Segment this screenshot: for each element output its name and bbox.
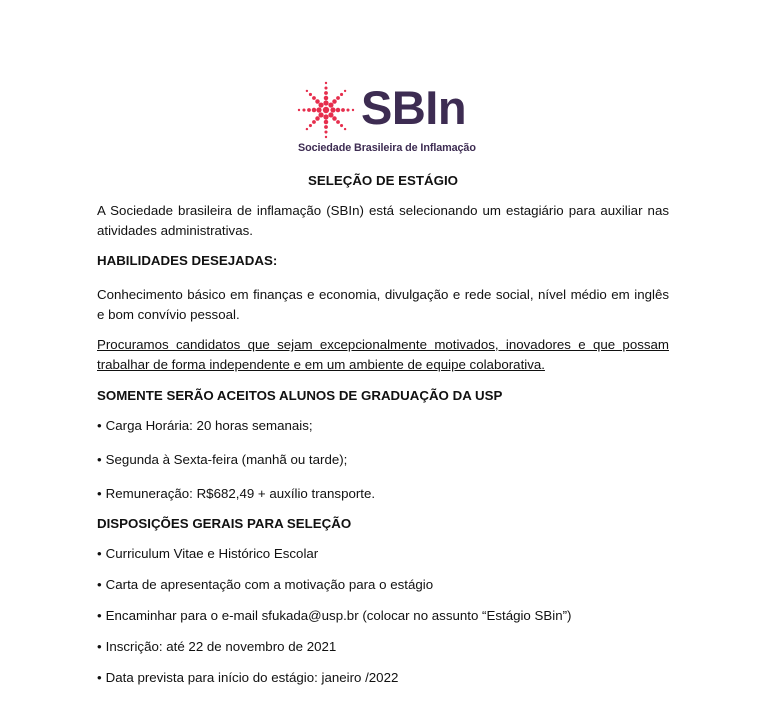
list-item: • Remuneração: R$682,49 + auxílio transporte.	[97, 486, 376, 501]
bullet-icon: •	[97, 452, 102, 467]
bullet-icon: •	[97, 608, 102, 623]
general-provisions-list	[97, 544, 669, 688]
bullet-icon: •	[97, 486, 102, 501]
document-title: SELEÇÃO DE ESTÁGIO	[308, 173, 458, 188]
bullet-icon: •	[97, 546, 102, 561]
skills-paragraph: Conhecimento básico em finanças e economia, divulgação e rede social, nível médio em inglês e bom convívio pessoal.	[97, 287, 669, 322]
conditions-list	[97, 416, 669, 504]
list-item: • Encaminhar para o e-mail sfukada@usp.br (colocar no assunto “Estágio SBin”)	[97, 608, 572, 623]
list-item: • Carga Horária: 20 horas semanais;	[97, 418, 313, 433]
document-body	[97, 171, 669, 688]
usp-only-heading: SOMENTE SERÃO ACEITOS ALUNOS DE GRADUAÇÃO DA USP	[97, 388, 503, 403]
list-item: • Carta de apresentação com a motivação para o estágio	[97, 577, 434, 592]
list-item: • Inscrição: até 22 de novembro de 2021	[97, 639, 337, 654]
candidates-paragraph: Procuramos candidatos que sejam excepcionalmente motivados, inovadores e que possam trabalhar de forma independente e em um ambiente de equipe colaborativa.	[97, 337, 669, 372]
sbin-logo	[296, 80, 476, 158]
star-burst-icon	[296, 80, 356, 140]
bullet-icon: •	[97, 670, 102, 685]
list-item: • Data prevista para início do estágio: janeiro /2022	[97, 670, 399, 685]
list-item: • Curriculum Vitae e Histórico Escolar	[97, 546, 319, 561]
bullet-icon: •	[97, 639, 102, 654]
skills-heading: HABILIDADES DESEJADAS:	[97, 253, 278, 268]
bullet-icon: •	[97, 418, 102, 433]
intro-paragraph: A Sociedade brasileira de inflamação (SBIn) está selecionando um estagiário para auxiliar nas atividades administrativas.	[97, 203, 669, 238]
bullet-icon: •	[97, 577, 102, 592]
list-item: • Segunda à Sexta-feira (manhã ou tarde);	[97, 452, 348, 467]
logo-wordmark: SBIn	[361, 81, 467, 134]
general-provisions-heading: DISPOSIÇÕES GERAIS PARA SELEÇÃO	[97, 516, 352, 531]
logo-subtitle: Sociedade Brasileira de Inflamação	[298, 142, 476, 154]
